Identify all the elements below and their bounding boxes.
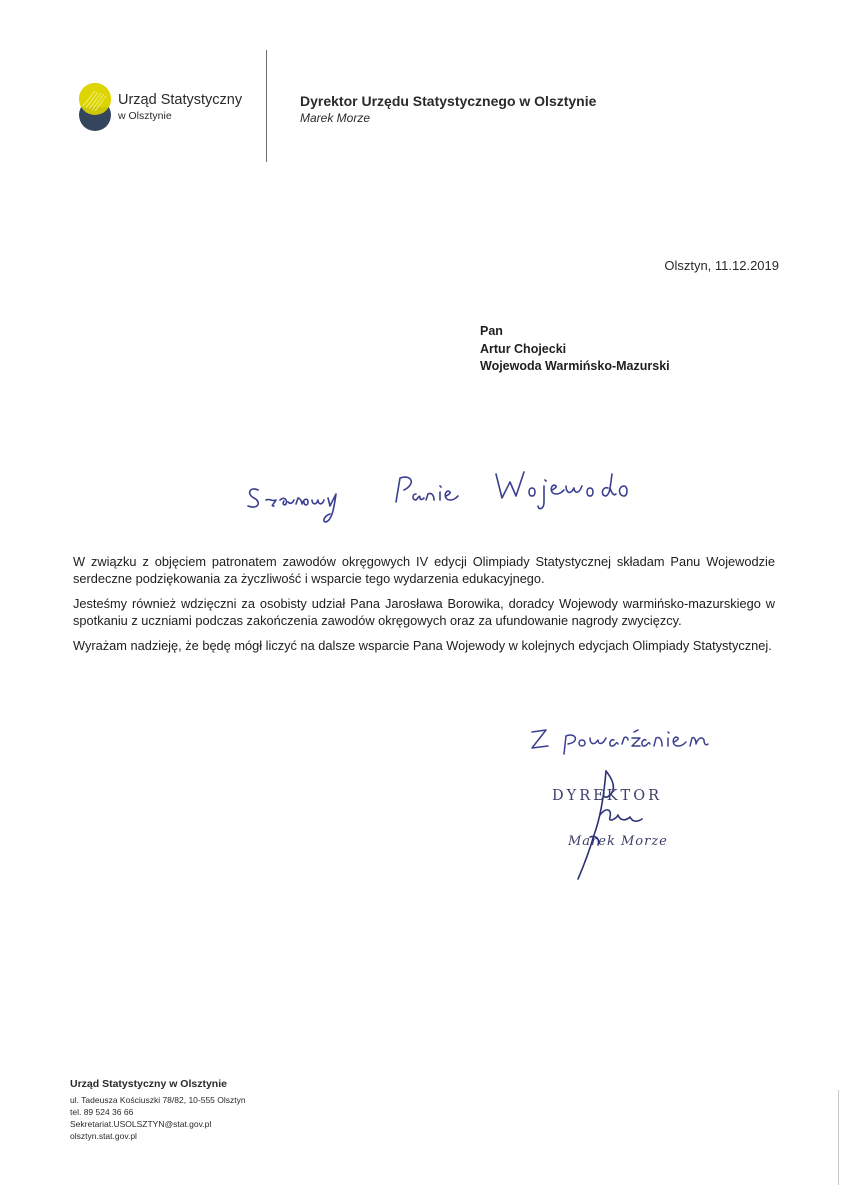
scan-edge-line xyxy=(838,1090,839,1185)
letter-body xyxy=(73,553,775,662)
logo-name: Urząd Statystyczny xyxy=(118,92,243,108)
footer-address: ul. Tadeusza Kościuszki 78/82, 10-555 Olsztyn xyxy=(70,1095,246,1105)
handwritten-salutation xyxy=(240,458,630,528)
stamp-title: DYREKTOR xyxy=(552,788,663,804)
footer-email: Sekretariat.USOLSZTYN@stat.gov.pl xyxy=(70,1119,212,1129)
stamp-name: Marek Morze xyxy=(568,834,668,849)
body-paragraph: Wyrażam nadzieję, że będę mógł liczyć na dalsze wsparcie Pana Wojewody w kolejnych edycjach Olimpiady Statystycznej. xyxy=(73,638,772,653)
handwritten-closing xyxy=(528,714,718,760)
addressee-block xyxy=(480,323,670,376)
logo-subtitle: w Olsztynie xyxy=(118,110,172,122)
letter-date: Olsztyn, 11.12.2019 xyxy=(664,258,779,273)
footer-website: olsztyn.stat.gov.pl xyxy=(70,1131,137,1141)
footer-contact xyxy=(70,1094,246,1142)
footer-phone: tel. 89 524 36 66 xyxy=(70,1107,134,1117)
sender-name: Marek Morze xyxy=(300,111,371,125)
addressee-line: Artur Chojecki xyxy=(480,341,567,356)
addressee-line: Wojewoda Warmińsko-Mazurski xyxy=(480,359,670,373)
body-paragraph: Jesteśmy również wdzięczni za osobisty udział Pana Jarosława Borowika, doradcy Wojewody warmińsko-mazurskiego w spotkaniu z uczniami podczas zakończenia zawodów okręgowych oraz za ufundowanie nagrody zwycięzcy. xyxy=(73,596,775,628)
addressee-line: Pan xyxy=(480,324,503,338)
handwritten-signature xyxy=(560,765,690,885)
office-logo xyxy=(78,82,112,132)
body-paragraph: W związku z objęciem patronatem zawodów okręgowych IV edycji Olimpiady Statystycznej składam Panu Wojewodzie serdeczne podziękowania za życzliwość i wsparcie tego wydarzenia edukacyjnego. xyxy=(73,554,775,586)
sender-title: Dyrektor Urzędu Statystycznego w Olsztynie xyxy=(300,93,597,109)
footer-title: Urząd Statystyczny w Olsztynie xyxy=(70,1078,227,1090)
header-divider xyxy=(266,50,267,162)
